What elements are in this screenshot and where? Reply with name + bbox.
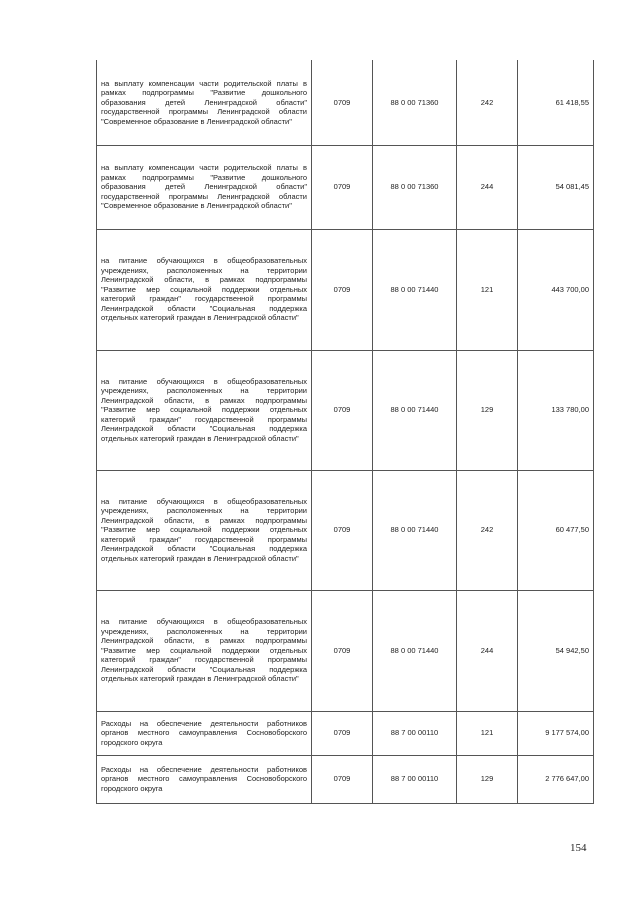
row-amount: 54 942,50 — [518, 590, 594, 711]
row-amount: 61 418,55 — [518, 60, 594, 145]
row-target-article: 88 0 00 71360 — [373, 145, 457, 229]
row-section-code: 0709 — [312, 590, 373, 711]
budget-table — [96, 60, 594, 804]
row-target-article: 88 7 00 00110 — [373, 755, 457, 803]
row-description: на питание обучающихся в общеобразовательных учреждениях, расположенных на территории Ленинградской области, в рамках подпрограммы "Развитие мер социальной поддержки отдельных категорий граждан" государственной программы Ленинградской области "Социальная поддержка отдельных категорий граждан в Ленинградской области" — [97, 229, 312, 350]
row-section-code: 0709 — [312, 470, 373, 590]
row-target-article: 88 0 00 71440 — [373, 229, 457, 350]
row-amount: 60 477,50 — [518, 470, 594, 590]
row-amount: 2 776 647,00 — [518, 755, 594, 803]
row-expense-type: 242 — [457, 470, 518, 590]
row-description: на питание обучающихся в общеобразовательных учреждениях, расположенных на территории Ленинградской области, в рамках подпрограммы "Развитие мер социальной поддержки отдельных категорий граждан" государственной программы Ленинградской области "Социальная поддержка отдельных категорий граждан в Ленинградской области" — [97, 470, 312, 590]
row-description: на питание обучающихся в общеобразовательных учреждениях, расположенных на территории Ленинградской области, в рамках подпрограммы "Развитие мер социальной поддержки отдельных категорий граждан" государственной программы Ленинградской области "Социальная поддержка отдельных категорий граждан в Ленинградской области" — [97, 350, 312, 470]
row-expense-type: 121 — [457, 711, 518, 755]
row-description: на выплату компенсации части родительской платы в рамках подпрограммы "Развитие дошкольного образования детей Ленинградской области" государственной программы Ленинградской области "Современное образование в Ленинградской области" — [97, 145, 312, 229]
row-expense-type: 129 — [457, 350, 518, 470]
row-amount: 133 780,00 — [518, 350, 594, 470]
row-section-code: 0709 — [312, 711, 373, 755]
table-row — [97, 350, 594, 470]
row-amount: 443 700,00 — [518, 229, 594, 350]
row-section-code: 0709 — [312, 145, 373, 229]
row-expense-type: 244 — [457, 145, 518, 229]
row-target-article: 88 0 00 71440 — [373, 350, 457, 470]
table-row — [97, 711, 594, 755]
row-expense-type: 129 — [457, 755, 518, 803]
row-target-article: 88 0 00 71440 — [373, 470, 457, 590]
row-description: Расходы на обеспечение деятельности работников органов местного самоуправления Сосновоборского городского округа — [97, 755, 312, 803]
table-row — [97, 229, 594, 350]
row-target-article: 88 0 00 71440 — [373, 590, 457, 711]
row-target-article: 88 0 00 71360 — [373, 60, 457, 145]
row-expense-type: 121 — [457, 229, 518, 350]
row-amount: 9 177 574,00 — [518, 711, 594, 755]
row-expense-type: 244 — [457, 590, 518, 711]
row-description: Расходы на обеспечение деятельности работников органов местного самоуправления Сосновоборского городского округа — [97, 711, 312, 755]
row-target-article: 88 7 00 00110 — [373, 711, 457, 755]
row-expense-type: 242 — [457, 60, 518, 145]
row-section-code: 0709 — [312, 229, 373, 350]
row-section-code: 0709 — [312, 755, 373, 803]
row-amount: 54 081,45 — [518, 145, 594, 229]
row-description: на питание обучающихся в общеобразовательных учреждениях, расположенных на территории Ленинградской области, в рамках подпрограммы "Развитие мер социальной поддержки отдельных категорий граждан" государственной программы Ленинградской области "Социальная поддержка отдельных категорий граждан в Ленинградской области" — [97, 590, 312, 711]
table-row — [97, 145, 594, 229]
table-row — [97, 470, 594, 590]
row-section-code: 0709 — [312, 350, 373, 470]
table-row — [97, 755, 594, 803]
table-row — [97, 60, 594, 145]
table-row — [97, 590, 594, 711]
page-number: 154 — [570, 842, 587, 854]
row-description: на выплату компенсации части родительской платы в рамках подпрограммы "Развитие дошкольного образования детей Ленинградской области" государственной программы Ленинградской области "Современное образование в Ленинградской области" — [97, 60, 312, 145]
row-section-code: 0709 — [312, 60, 373, 145]
